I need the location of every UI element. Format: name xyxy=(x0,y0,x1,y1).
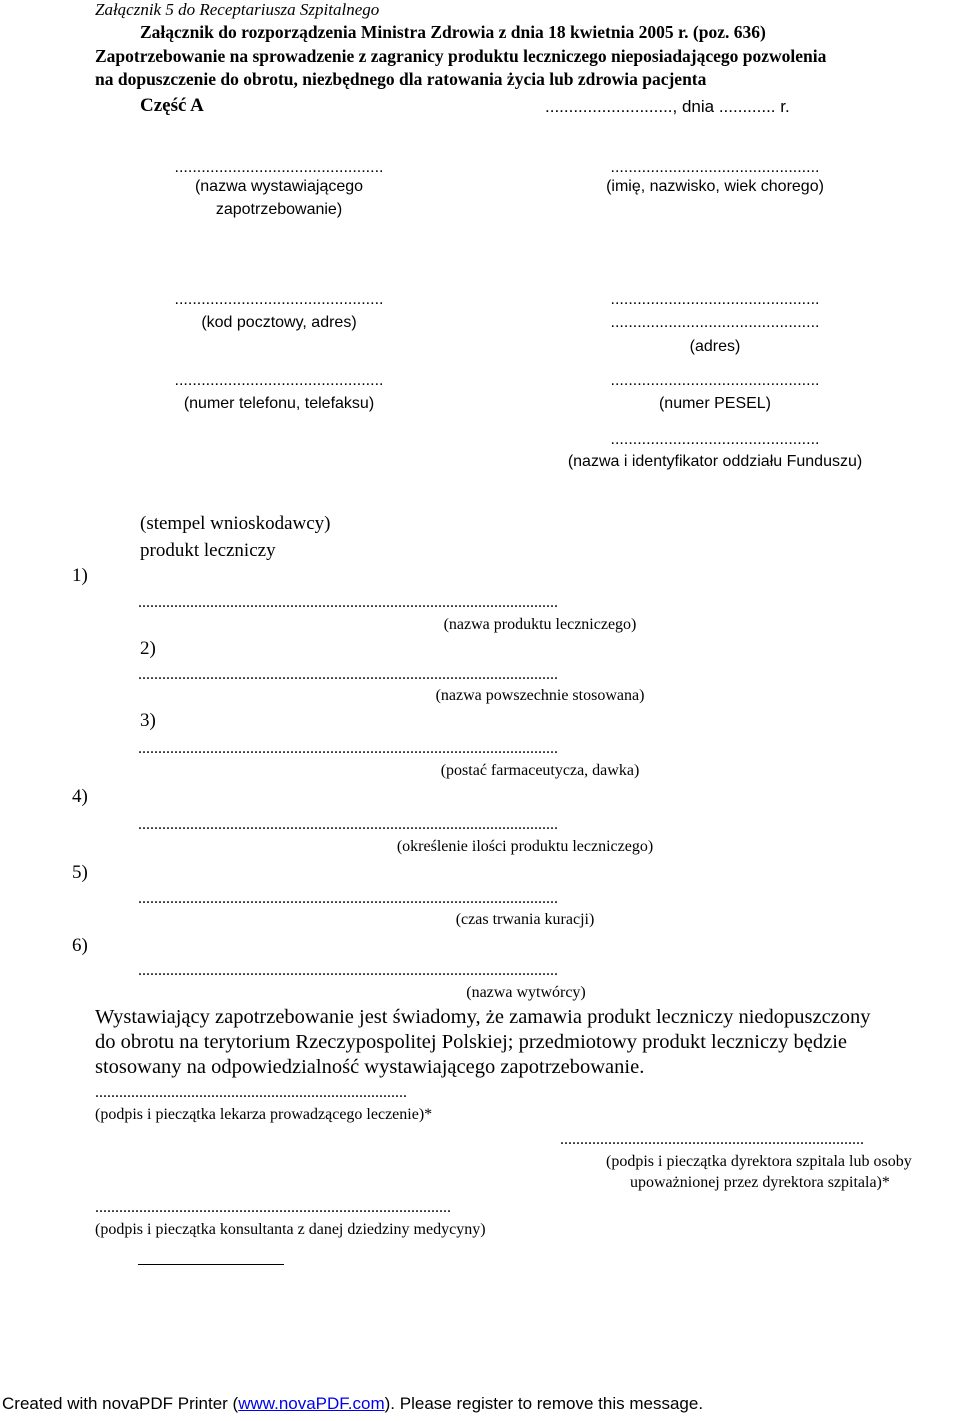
pesel-dots: ............................................... xyxy=(610,372,820,389)
postal-label: (kod pocztowy, adres) xyxy=(201,314,357,331)
fund-dots: ............................................... xyxy=(610,431,820,448)
item-dots-1: ......................................................................................................... xyxy=(138,594,558,611)
watermark-prefix: Created with novaPDF Printer ( xyxy=(2,1394,239,1413)
declaration-line-2: do obrotu na terytorium Rzeczypospolitej Polskiej; przedmiotowy produkt leczniczy będzie xyxy=(95,1031,848,1053)
watermark-link[interactable]: www.novaPDF.com xyxy=(238,1394,385,1413)
item-dots-2: ......................................................................................................... xyxy=(138,666,558,683)
declaration-line-1: Wystawiający zapotrzebowanie jest świadomy, że zamawia produkt leczniczy niedopuszczony xyxy=(95,1006,871,1028)
item-number-5: 5) xyxy=(72,862,88,883)
document-title-line-2: na dopuszczenie do obrotu, niezbędnego dla ratowania życia lub zdrowia pacjenta xyxy=(95,69,707,89)
address-label: (adres) xyxy=(689,338,741,355)
item-label-2: (nazwa powszechnie stosowana) xyxy=(435,687,645,704)
consultant-signature-label: (podpis i pieczątka konsultanta z danej dziedziny medycyny) xyxy=(95,1221,486,1238)
director-signature-label-2: upoważnionej przez dyrektora szpitala)* xyxy=(630,1174,890,1191)
address-dots-2: ............................................... xyxy=(610,314,820,331)
patient-dots: ............................................... xyxy=(610,159,820,176)
director-signature-label-1: (podpis i pieczątka dyrektora szpitala lub osoby xyxy=(606,1153,912,1170)
consultant-signature-dots: ......................................................................................... xyxy=(95,1199,451,1216)
appendix-note: Załącznik 5 do Receptariusza Szpitalnego xyxy=(95,0,380,19)
item-number-4: 4) xyxy=(72,786,88,807)
declaration-line-3: stosowany na odpowiedzialność wystawiającego zapotrzebowanie. xyxy=(95,1056,645,1078)
product-heading: produkt leczniczy xyxy=(140,540,276,561)
phone-label: (numer telefonu, telefaksu) xyxy=(183,395,375,412)
item-dots-4: ......................................................................................................... xyxy=(138,816,558,833)
postal-dots: ............................................... xyxy=(174,291,384,308)
item-number-6: 6) xyxy=(72,935,88,956)
item-number-2: 2) xyxy=(140,638,156,659)
item-label-6: (nazwa wytwórcy) xyxy=(466,984,586,1001)
issuer-label-2: zapotrzebowanie) xyxy=(215,201,343,218)
item-label-5: (czas trwania kuracji) xyxy=(455,911,595,928)
document-title-line-1: Zapotrzebowanie na sprowadzenie z zagranicy produktu leczniczego nieposiadającego pozwolenia xyxy=(95,46,827,66)
director-signature-dots: ............................................................................ xyxy=(560,1131,864,1148)
item-number-3: 3) xyxy=(140,710,156,731)
phone-dots: ............................................... xyxy=(174,372,384,389)
footnote-separator xyxy=(138,1264,284,1265)
stamp-label: (stempel wnioskodawcy) xyxy=(140,513,331,534)
issuer-dots: ............................................... xyxy=(174,159,384,176)
pesel-label: (numer PESEL) xyxy=(658,395,772,412)
date-field: ..........................., dnia ............ r. xyxy=(545,97,790,116)
doctor-signature-dots: .............................................................................. xyxy=(95,1084,407,1101)
address-dots-1: ............................................... xyxy=(610,291,820,308)
item-dots-3: ......................................................................................................... xyxy=(138,740,558,757)
doctor-signature-label: (podpis i pieczątka lekarza prowadzącego leczenie)* xyxy=(95,1106,433,1123)
patient-label: (imię, nazwisko, wiek chorego) xyxy=(606,178,824,195)
regulation-line: Załącznik do rozporządzenia Ministra Zdrowia z dnia 18 kwietnia 2005 r. (poz. 636) xyxy=(140,22,766,42)
item-dots-5: ......................................................................................................... xyxy=(138,890,558,907)
printer-watermark xyxy=(2,1394,703,1414)
part-label: Część A xyxy=(140,95,204,116)
fund-label: (nazwa i identyfikator oddziału Funduszu) xyxy=(567,453,863,470)
item-label-4: (określenie ilości produktu leczniczego) xyxy=(396,838,654,855)
watermark-suffix: ). Please register to remove this message. xyxy=(384,1394,704,1413)
item-number-1: 1) xyxy=(72,565,88,586)
issuer-label-1: (nazwa wystawiającego xyxy=(194,178,364,195)
item-dots-6: ......................................................................................................... xyxy=(138,962,558,979)
item-label-3: (postać farmaceutycza, dawka) xyxy=(440,762,640,779)
item-label-1: (nazwa produktu leczniczego) xyxy=(443,616,637,633)
